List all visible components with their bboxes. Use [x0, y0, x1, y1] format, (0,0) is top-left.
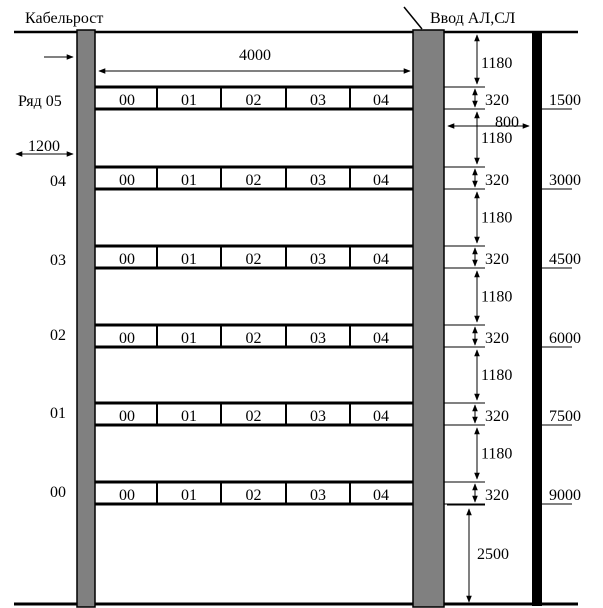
depth-dimension-label: 320 — [485, 251, 509, 268]
row-label: 00 — [50, 484, 66, 501]
bottom-dimension-label: 2500 — [477, 546, 509, 563]
input-column — [413, 30, 444, 607]
cable-tray-column — [77, 30, 95, 607]
row-label: 04 — [50, 173, 66, 190]
gap-dimension-label: 1180 — [481, 209, 513, 227]
gap-dimension-label: 1180 — [481, 367, 513, 384]
rack-cell-label: 01 — [181, 251, 197, 268]
gap-dimension-label: 1180 — [481, 288, 513, 306]
wall-bar — [532, 32, 542, 606]
rack-cell-label: 01 — [181, 487, 197, 504]
gap-dimension-label: 1180 — [481, 55, 513, 72]
rack-cell-label: 04 — [373, 330, 389, 347]
rack-cell-label: 04 — [373, 172, 389, 189]
rack-cell-label: 03 — [310, 251, 326, 268]
rack-cell-label: 00 — [119, 408, 135, 425]
rows — [18, 35, 581, 504]
depth-dimension-label: 320 — [485, 92, 509, 109]
rack-cell-label: 03 — [310, 408, 326, 425]
left-dimension-label: 1200 — [28, 138, 60, 155]
level-label: 9000 — [549, 487, 581, 504]
width-dimension-label: 4000 — [239, 47, 271, 64]
row-number: 05 — [45, 93, 62, 110]
rack-cell-label: 02 — [245, 487, 262, 504]
input-label: Ввод АЛ,СЛ — [430, 10, 516, 27]
rack-cell-label: 04 — [373, 408, 389, 425]
rack-cell-label: 03 — [310, 487, 326, 504]
level-label: 4500 — [549, 251, 581, 268]
rack-cell-label: 01 — [181, 330, 197, 347]
input-pointer — [404, 7, 422, 29]
rack-cell-label: 02 — [245, 172, 262, 189]
level-label: 3000 — [549, 172, 581, 189]
level-label: 1500 — [549, 92, 581, 109]
rack-cell-label: 01 — [181, 92, 197, 109]
row-label: 02 — [50, 327, 66, 344]
level-label: 6000 — [549, 330, 581, 347]
rack-cell-label: 03 — [310, 172, 326, 189]
row-label: 03 — [50, 252, 66, 269]
rack-cell-label: 00 — [119, 251, 135, 268]
rack-cell-label: 00 — [119, 92, 135, 109]
rack-cell-label: 02 — [245, 330, 262, 347]
row-label: 01 — [50, 405, 66, 422]
gap-dimension-label: 1180 — [481, 445, 513, 463]
rack-cell-label: 00 — [119, 172, 135, 189]
row-word: Ряд — [18, 93, 42, 110]
rack-cell-label: 00 — [119, 487, 135, 504]
rack-cell-label: 02 — [245, 408, 262, 425]
rack-cell-label: 04 — [373, 251, 389, 268]
rack-cell-label: 04 — [373, 92, 389, 109]
rack-cell-label: 01 — [181, 408, 197, 425]
rack-cell-label: 04 — [373, 487, 389, 504]
gap-800-dimension-label: 800 — [495, 114, 519, 131]
cable-tray-label: Кабельрост — [25, 10, 104, 27]
level-label: 7500 — [549, 408, 581, 425]
depth-dimension-label: 320 — [485, 408, 509, 425]
gap-dimension-label: 1180 — [481, 130, 513, 147]
depth-dimension-label: 320 — [485, 172, 509, 189]
rack-cell-label: 00 — [119, 330, 135, 347]
rack-cell-label: 03 — [310, 330, 326, 347]
rack-cell-label: 03 — [310, 92, 326, 109]
depth-dimension-label: 320 — [485, 487, 509, 504]
depth-dimension-label: 320 — [485, 330, 509, 347]
rack-cell-label: 02 — [245, 251, 262, 268]
rack-cell-label: 01 — [181, 172, 197, 189]
row-label — [18, 93, 62, 110]
rack-cell-label: 02 — [245, 92, 262, 109]
